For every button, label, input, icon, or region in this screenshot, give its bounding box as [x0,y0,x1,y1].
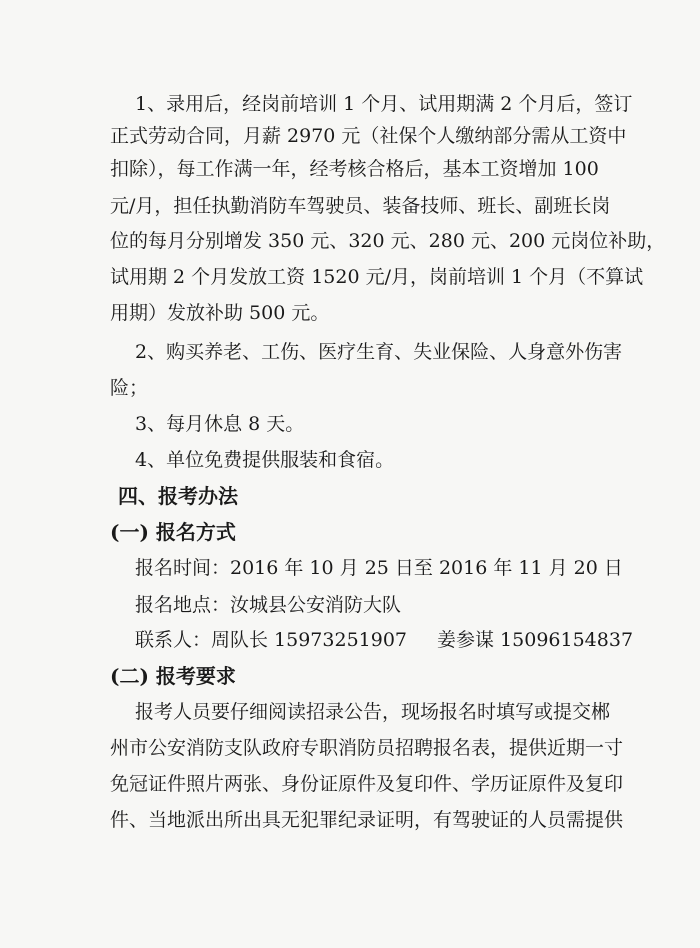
paragraph-line: 3、每月休息 8 天。 [135,413,305,435]
subsection-heading: (二) 报考要求 [110,664,236,688]
registration-place: 报名地点：汝城县公安消防大队 [135,594,402,616]
paragraph-line: 4、单位免费提供服装和食宿。 [135,449,395,471]
paragraph-line: 1、录用后，经岗前培训 1 个月、试用期满 2 个月后，签订 [135,93,633,115]
contact-line [135,628,700,652]
contact-person-a: 联系人：周队长 15973251907 [135,629,408,651]
section-heading: 四、报考办法 [118,484,238,508]
paragraph-line: 位的每月分别增发 350 元、320 元、280 元、200 元岗位补助， [110,230,666,252]
paragraph-line: 州市公安消防支队政府专职消防员招聘报名表，提供近期一寸 [110,737,624,759]
paragraph-line: 试用期 2 个月发放工资 1520 元/月，岗前培训 1 个月（不算试 [110,266,644,288]
paragraph-line: 免冠证件照片两张、身份证原件及复印件、学历证原件及复印 [110,773,624,795]
paragraph-line: 用期）发放补助 500 元。 [110,302,330,324]
registration-time: 报名时间：2016 年 10 月 25 日至 2016 年 11 月 20 日 [135,557,623,579]
contact-person-b: 姜参谋 15096154837 [437,629,634,651]
paragraph-line: 正式劳动合同，月薪 2970 元（社保个人缴纳部分需从工资中 [110,125,627,147]
paragraph-line: 2、购买养老、工伤、医疗生育、失业保险、人身意外伤害 [135,341,623,363]
paragraph-line: 险； [110,377,149,399]
paragraph-line: 扣除），每工作满一年，经考核合格后，基本工资增加 100 [110,158,599,180]
subsection-heading: (一) 报名方式 [110,520,236,544]
paragraph-line: 报考人员要仔细阅读招录公告，现场报名时填写或提交郴 [135,701,611,723]
paragraph-line: 元/月，担任执勤消防车驾驶员、装备技师、班长、副班长岗 [110,195,611,217]
paragraph-line: 件、当地派出所出具无犯罪纪录证明，有驾驶证的人员需提供 [110,809,624,831]
